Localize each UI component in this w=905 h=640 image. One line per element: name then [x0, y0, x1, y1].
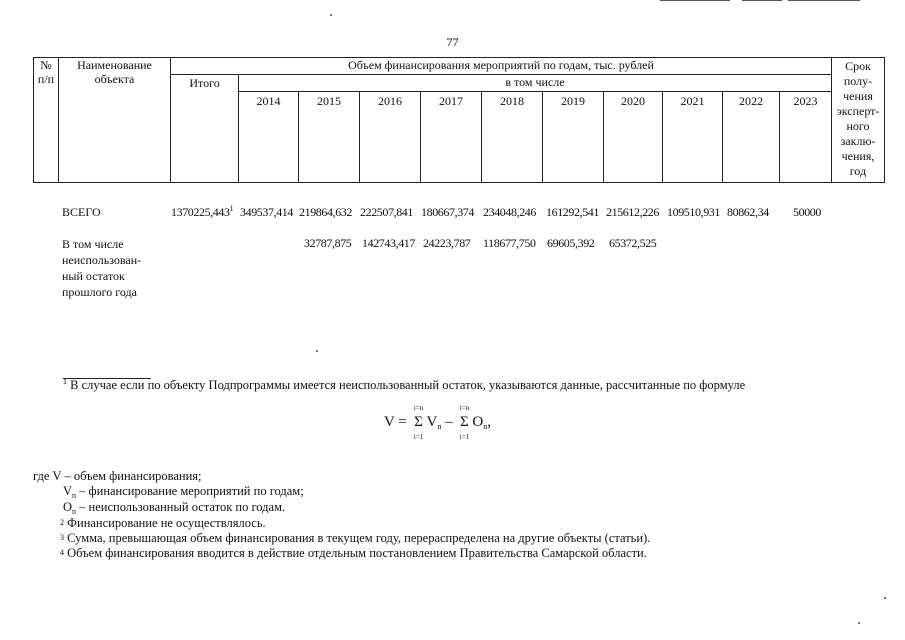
cell-value: 69605,392 — [547, 236, 595, 250]
row-label-unused-balance: В том числе неиспользован- ный остаток прошлого года — [62, 237, 142, 299]
cell-value: 24223,787 — [423, 236, 471, 250]
scan-edge-line — [742, 0, 782, 1]
col-header-year: 2022 — [723, 92, 780, 183]
scan-speck — [330, 14, 332, 16]
cell-value: 234048,246 — [483, 205, 537, 219]
scan-speck — [884, 597, 886, 599]
formula: V = i=n Σ i=1 $V_n$ – i=n Σ i=1 $O_n$, — [384, 404, 491, 441]
row-label-total: ВСЕГО — [62, 205, 101, 219]
cell-value: 222507,841 — [360, 205, 414, 219]
col-header-year: 2023 — [780, 92, 832, 183]
where-v: где V – объем финансирования; — [33, 469, 202, 483]
col-header-year: 2016 — [360, 92, 421, 183]
col-header-year: 2017 — [421, 92, 482, 183]
cell-value: 180667,374 — [421, 205, 475, 219]
col-header-year: 2021 — [663, 92, 723, 183]
scan-edge-line — [660, 0, 730, 1]
where-on: $O_n$ – неиспользованный остаток по годам. — [63, 500, 286, 516]
scan-speck — [316, 350, 318, 352]
col-header-total: Итого — [171, 75, 239, 183]
cell-value: 219864,632 — [299, 205, 353, 219]
col-header-year: 2019 — [543, 92, 604, 183]
cell-value: 215612,226 — [606, 205, 660, 219]
col-header-number: № п/п — [34, 58, 59, 183]
footnote-2: $^2$ Финансирование не осуществлялось. — [60, 516, 266, 530]
cell-value: 50000 — [793, 205, 822, 219]
col-header-year: 2015 — [299, 92, 360, 183]
col-header-including: в том числе — [239, 75, 832, 92]
footnote-1: $^1$ В случае если по объекту Подпрограммы имеется неиспользованный остаток, указываются данные, рассчитанные по формуле — [63, 377, 746, 392]
scan-speck — [858, 622, 860, 624]
col-header-name: Наименование объекта — [59, 58, 171, 183]
cell-value: 142743,417 — [362, 236, 416, 250]
cell-value: 118677,750 — [483, 236, 536, 250]
where-vn: $V_n$ – финансирование мероприятий по годам; — [63, 484, 304, 500]
cell-value: 349537,414 — [240, 205, 294, 219]
col-header-year: 2018 — [482, 92, 543, 183]
cell-value: 161292,541 — [546, 205, 600, 219]
cell-value: 109510,931 — [667, 205, 721, 219]
footnote-3: $^3$ Сумма, превышающая объем финансирования в текущем году, перераспределена на другие объекты (статьи). — [60, 531, 651, 545]
footnote-ref: 1 — [229, 204, 234, 213]
sum-symbol-o: i=n Σ i=1 — [459, 404, 470, 441]
footnotes-block — [33, 469, 650, 561]
financing-table — [33, 57, 885, 183]
scan-edge-line — [788, 0, 860, 1]
sum-symbol-v: i=n Σ i=1 — [413, 404, 424, 441]
cell-value: 65372,525 — [609, 236, 657, 250]
cell-value: 32787,875 — [304, 236, 352, 250]
col-header-year: 2020 — [604, 92, 663, 183]
page-number: 77 — [446, 35, 459, 49]
footnote-4: $^4$ Объем финансирования вводится в действие отдельным постановлением Правительства Самарской области. — [60, 546, 647, 560]
cell-value: 80862,34 — [727, 205, 769, 219]
col-header-volume: Объем финансирования мероприятий по годам, тыс. рублей — [171, 58, 832, 75]
col-header-year: 2014 — [239, 92, 299, 183]
cell-total: 1370225,443$^1$ — [171, 204, 234, 219]
col-header-term: Срок полу- чения эксперт- ного заклю- чения, год — [832, 58, 885, 183]
